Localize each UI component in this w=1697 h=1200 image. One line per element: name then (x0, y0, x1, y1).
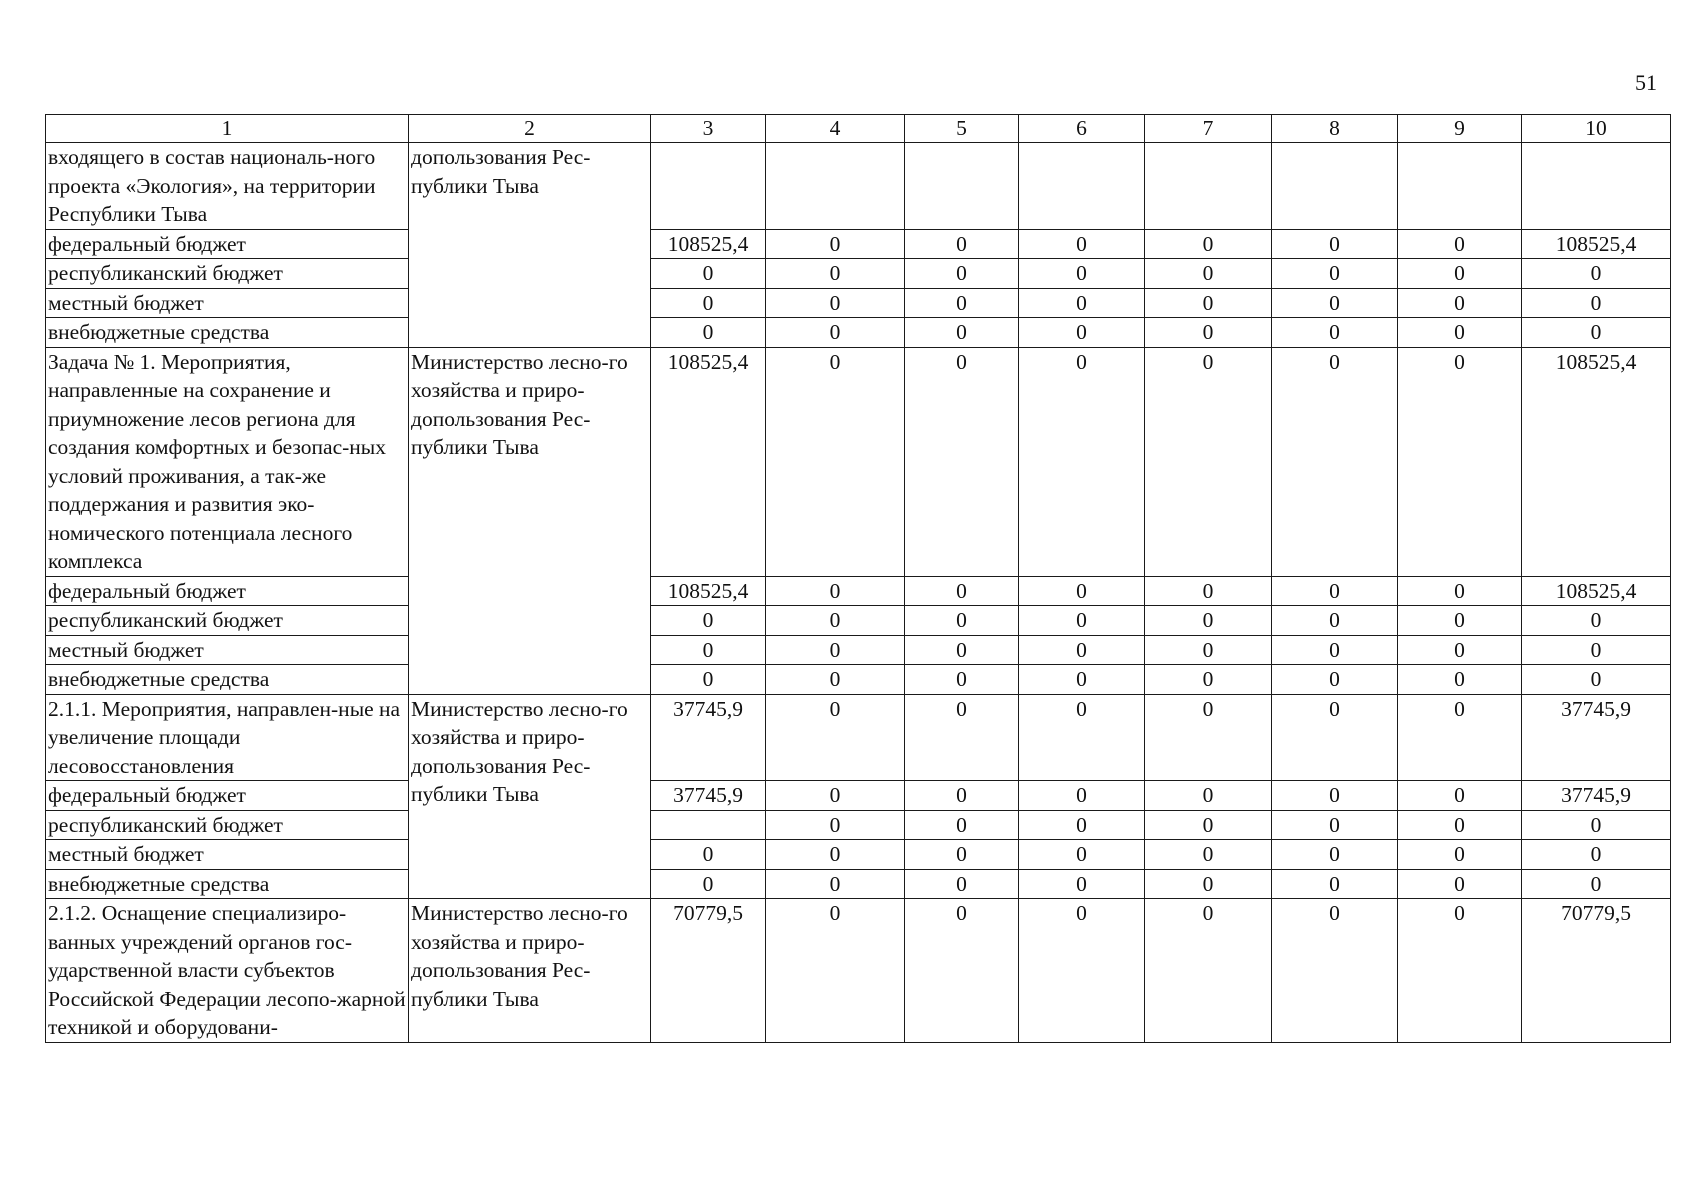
budget-source-label: федеральный бюджет (46, 781, 409, 811)
value-cell: 0 (905, 576, 1019, 606)
value-cell: 0 (1398, 665, 1522, 695)
executor-cell: допользования Рес-публики Тыва (409, 143, 651, 348)
value-cell: 0 (1019, 869, 1145, 899)
header-cell: 6 (1019, 115, 1145, 143)
value-cell: 0 (1522, 288, 1671, 318)
value-cell: 0 (766, 810, 905, 840)
budget-row (46, 635, 1671, 665)
executor-cell: Министерство лесно-го хозяйства и приро-допользования Рес-публики Тыва (409, 347, 651, 694)
header-cell: 3 (651, 115, 766, 143)
value-cell: 0 (1398, 810, 1522, 840)
budget-source-label: местный бюджет (46, 288, 409, 318)
value-cell: 0 (651, 635, 766, 665)
section-title-cell: 2.1.1. Мероприятия, направлен-ные на увеличение площади лесовосстановления (46, 694, 409, 781)
value-cell: 108525,4 (651, 347, 766, 576)
value-cell: 0 (905, 665, 1019, 695)
value-cell: 0 (1272, 694, 1398, 781)
value-cell (1272, 143, 1398, 230)
value-cell: 0 (1019, 606, 1145, 636)
value-cell: 0 (1145, 840, 1272, 870)
value-cell: 0 (905, 810, 1019, 840)
value-cell: 0 (1019, 781, 1145, 811)
header-row (46, 115, 1671, 143)
value-cell: 0 (1522, 810, 1671, 840)
budget-row (46, 229, 1671, 259)
budget-row (46, 781, 1671, 811)
value-cell: 0 (1398, 606, 1522, 636)
value-cell: 0 (1019, 840, 1145, 870)
value-cell: 0 (1272, 576, 1398, 606)
section-title-row (46, 694, 1671, 781)
value-cell: 0 (905, 288, 1019, 318)
value-cell (1522, 143, 1671, 230)
header-cell: 1 (46, 115, 409, 143)
value-cell: 37745,9 (1522, 781, 1671, 811)
budget-table-wrapper (45, 114, 1670, 1043)
value-cell: 0 (651, 606, 766, 636)
budget-source-label: внебюджетные средства (46, 665, 409, 695)
value-cell: 0 (905, 899, 1019, 1043)
budget-row (46, 665, 1671, 695)
value-cell: 108525,4 (1522, 576, 1671, 606)
budget-source-label: местный бюджет (46, 840, 409, 870)
value-cell: 0 (905, 869, 1019, 899)
header-cell: 7 (1145, 115, 1272, 143)
header-cell: 9 (1398, 115, 1522, 143)
value-cell: 0 (905, 606, 1019, 636)
budget-source-label: местный бюджет (46, 635, 409, 665)
budget-row (46, 869, 1671, 899)
value-cell: 0 (651, 840, 766, 870)
value-cell: 0 (1272, 318, 1398, 348)
value-cell: 0 (1272, 840, 1398, 870)
budget-row (46, 606, 1671, 636)
value-cell (905, 143, 1019, 230)
value-cell: 0 (1145, 347, 1272, 576)
value-cell: 0 (766, 635, 905, 665)
budget-row (46, 576, 1671, 606)
value-cell: 0 (766, 259, 905, 289)
section-title-row (46, 347, 1671, 576)
value-cell: 0 (1145, 259, 1272, 289)
value-cell: 0 (1145, 606, 1272, 636)
value-cell: 0 (905, 635, 1019, 665)
value-cell: 0 (1398, 318, 1522, 348)
value-cell: 0 (766, 288, 905, 318)
value-cell: 0 (1398, 840, 1522, 870)
value-cell: 0 (1272, 288, 1398, 318)
value-cell: 0 (905, 840, 1019, 870)
value-cell: 0 (766, 781, 905, 811)
value-cell (1398, 143, 1522, 230)
budget-source-label: внебюджетные средства (46, 869, 409, 899)
value-cell: 0 (1019, 899, 1145, 1043)
section-title-cell: Задача № 1. Мероприятия, направленные на сохранение и приумножение лесов региона для создания комфортных и безопас-ных условий проживания, а так-же поддержания и развития эко-номического потенциала лесного комплекса (46, 347, 409, 576)
value-cell (651, 143, 766, 230)
value-cell: 0 (905, 259, 1019, 289)
value-cell: 0 (1398, 694, 1522, 781)
value-cell (766, 143, 905, 230)
value-cell: 0 (1019, 288, 1145, 318)
budget-table (45, 114, 1671, 1043)
value-cell: 0 (1145, 781, 1272, 811)
value-cell: 0 (1019, 347, 1145, 576)
value-cell: 0 (651, 869, 766, 899)
section-title-cell: входящего в состав националь-ного проекта «Экология», на территории Республики Тыва (46, 143, 409, 230)
budget-source-label: республиканский бюджет (46, 810, 409, 840)
budget-source-label: республиканский бюджет (46, 259, 409, 289)
value-cell: 0 (905, 347, 1019, 576)
value-cell: 0 (651, 288, 766, 318)
value-cell: 0 (1145, 318, 1272, 348)
value-cell: 0 (1019, 665, 1145, 695)
value-cell: 0 (1272, 606, 1398, 636)
budget-row (46, 840, 1671, 870)
value-cell: 37745,9 (651, 781, 766, 811)
value-cell: 108525,4 (1522, 229, 1671, 259)
executor-cell: Министерство лесно-го хозяйства и приро-допользования Рес-публики Тыва (409, 899, 651, 1043)
section-title-row (46, 899, 1671, 1043)
value-cell: 37745,9 (1522, 694, 1671, 781)
value-cell: 0 (1522, 869, 1671, 899)
value-cell: 0 (1398, 259, 1522, 289)
value-cell: 0 (1145, 899, 1272, 1043)
header-cell: 4 (766, 115, 905, 143)
value-cell: 108525,4 (651, 229, 766, 259)
budget-row (46, 288, 1671, 318)
value-cell: 0 (1272, 635, 1398, 665)
value-cell: 70779,5 (1522, 899, 1671, 1043)
value-cell: 0 (1019, 576, 1145, 606)
value-cell: 0 (766, 576, 905, 606)
value-cell: 0 (1019, 229, 1145, 259)
value-cell: 0 (1145, 810, 1272, 840)
value-cell: 0 (1272, 229, 1398, 259)
value-cell: 0 (766, 840, 905, 870)
budget-source-label: внебюджетные средства (46, 318, 409, 348)
header-cell: 8 (1272, 115, 1398, 143)
value-cell: 0 (1398, 229, 1522, 259)
value-cell: 0 (1522, 840, 1671, 870)
value-cell: 0 (766, 229, 905, 259)
value-cell: 0 (905, 318, 1019, 348)
budget-row (46, 810, 1671, 840)
executor-cell: Министерство лесно-го хозяйства и приро-допользования Рес-публики Тыва (409, 694, 651, 899)
value-cell: 0 (1272, 869, 1398, 899)
value-cell: 0 (905, 229, 1019, 259)
value-cell: 0 (1398, 576, 1522, 606)
value-cell: 0 (1272, 665, 1398, 695)
value-cell: 0 (1145, 635, 1272, 665)
value-cell: 0 (905, 781, 1019, 811)
header-cell: 10 (1522, 115, 1671, 143)
value-cell: 0 (1019, 318, 1145, 348)
value-cell: 0 (1522, 606, 1671, 636)
value-cell: 108525,4 (1522, 347, 1671, 576)
value-cell: 0 (905, 694, 1019, 781)
header-cell: 5 (905, 115, 1019, 143)
value-cell: 0 (1145, 694, 1272, 781)
value-cell: 0 (1272, 259, 1398, 289)
value-cell: 0 (1019, 694, 1145, 781)
value-cell: 0 (766, 694, 905, 781)
value-cell: 0 (1019, 259, 1145, 289)
value-cell: 0 (1272, 347, 1398, 576)
section-title-row (46, 143, 1671, 230)
header-cell: 2 (409, 115, 651, 143)
value-cell: 0 (1398, 288, 1522, 318)
value-cell: 0 (1145, 288, 1272, 318)
value-cell: 0 (1398, 781, 1522, 811)
value-cell (1019, 143, 1145, 230)
table-body (46, 115, 1671, 1043)
budget-source-label: республиканский бюджет (46, 606, 409, 636)
value-cell (1145, 143, 1272, 230)
value-cell: 0 (651, 318, 766, 348)
value-cell: 0 (1019, 810, 1145, 840)
value-cell (651, 810, 766, 840)
value-cell: 0 (1522, 665, 1671, 695)
value-cell: 0 (766, 899, 905, 1043)
value-cell: 0 (1272, 781, 1398, 811)
budget-source-label: федеральный бюджет (46, 229, 409, 259)
budget-row (46, 318, 1671, 348)
value-cell: 0 (1522, 635, 1671, 665)
value-cell: 0 (1145, 665, 1272, 695)
value-cell: 37745,9 (651, 694, 766, 781)
value-cell: 0 (1145, 576, 1272, 606)
value-cell: 0 (766, 665, 905, 695)
value-cell: 0 (766, 869, 905, 899)
value-cell: 0 (1398, 869, 1522, 899)
budget-source-label: федеральный бюджет (46, 576, 409, 606)
value-cell: 70779,5 (651, 899, 766, 1043)
value-cell: 0 (1522, 318, 1671, 348)
value-cell: 0 (1522, 259, 1671, 289)
value-cell: 0 (651, 665, 766, 695)
value-cell: 0 (1145, 229, 1272, 259)
value-cell: 0 (1398, 899, 1522, 1043)
value-cell: 108525,4 (651, 576, 766, 606)
page-number: 51 (1635, 70, 1657, 95)
value-cell: 0 (766, 606, 905, 636)
section-title-cell: 2.1.2. Оснащение специализиро-ванных учреждений органов гос-ударственной власти субъектов Российской Федерации лесопо-жарной техникой и оборудовани- (46, 899, 409, 1043)
value-cell: 0 (1019, 635, 1145, 665)
budget-row (46, 259, 1671, 289)
value-cell: 0 (1145, 869, 1272, 899)
value-cell: 0 (1398, 347, 1522, 576)
value-cell: 0 (766, 347, 905, 576)
value-cell: 0 (1272, 810, 1398, 840)
value-cell: 0 (1272, 899, 1398, 1043)
value-cell: 0 (1398, 635, 1522, 665)
value-cell: 0 (651, 259, 766, 289)
value-cell: 0 (766, 318, 905, 348)
